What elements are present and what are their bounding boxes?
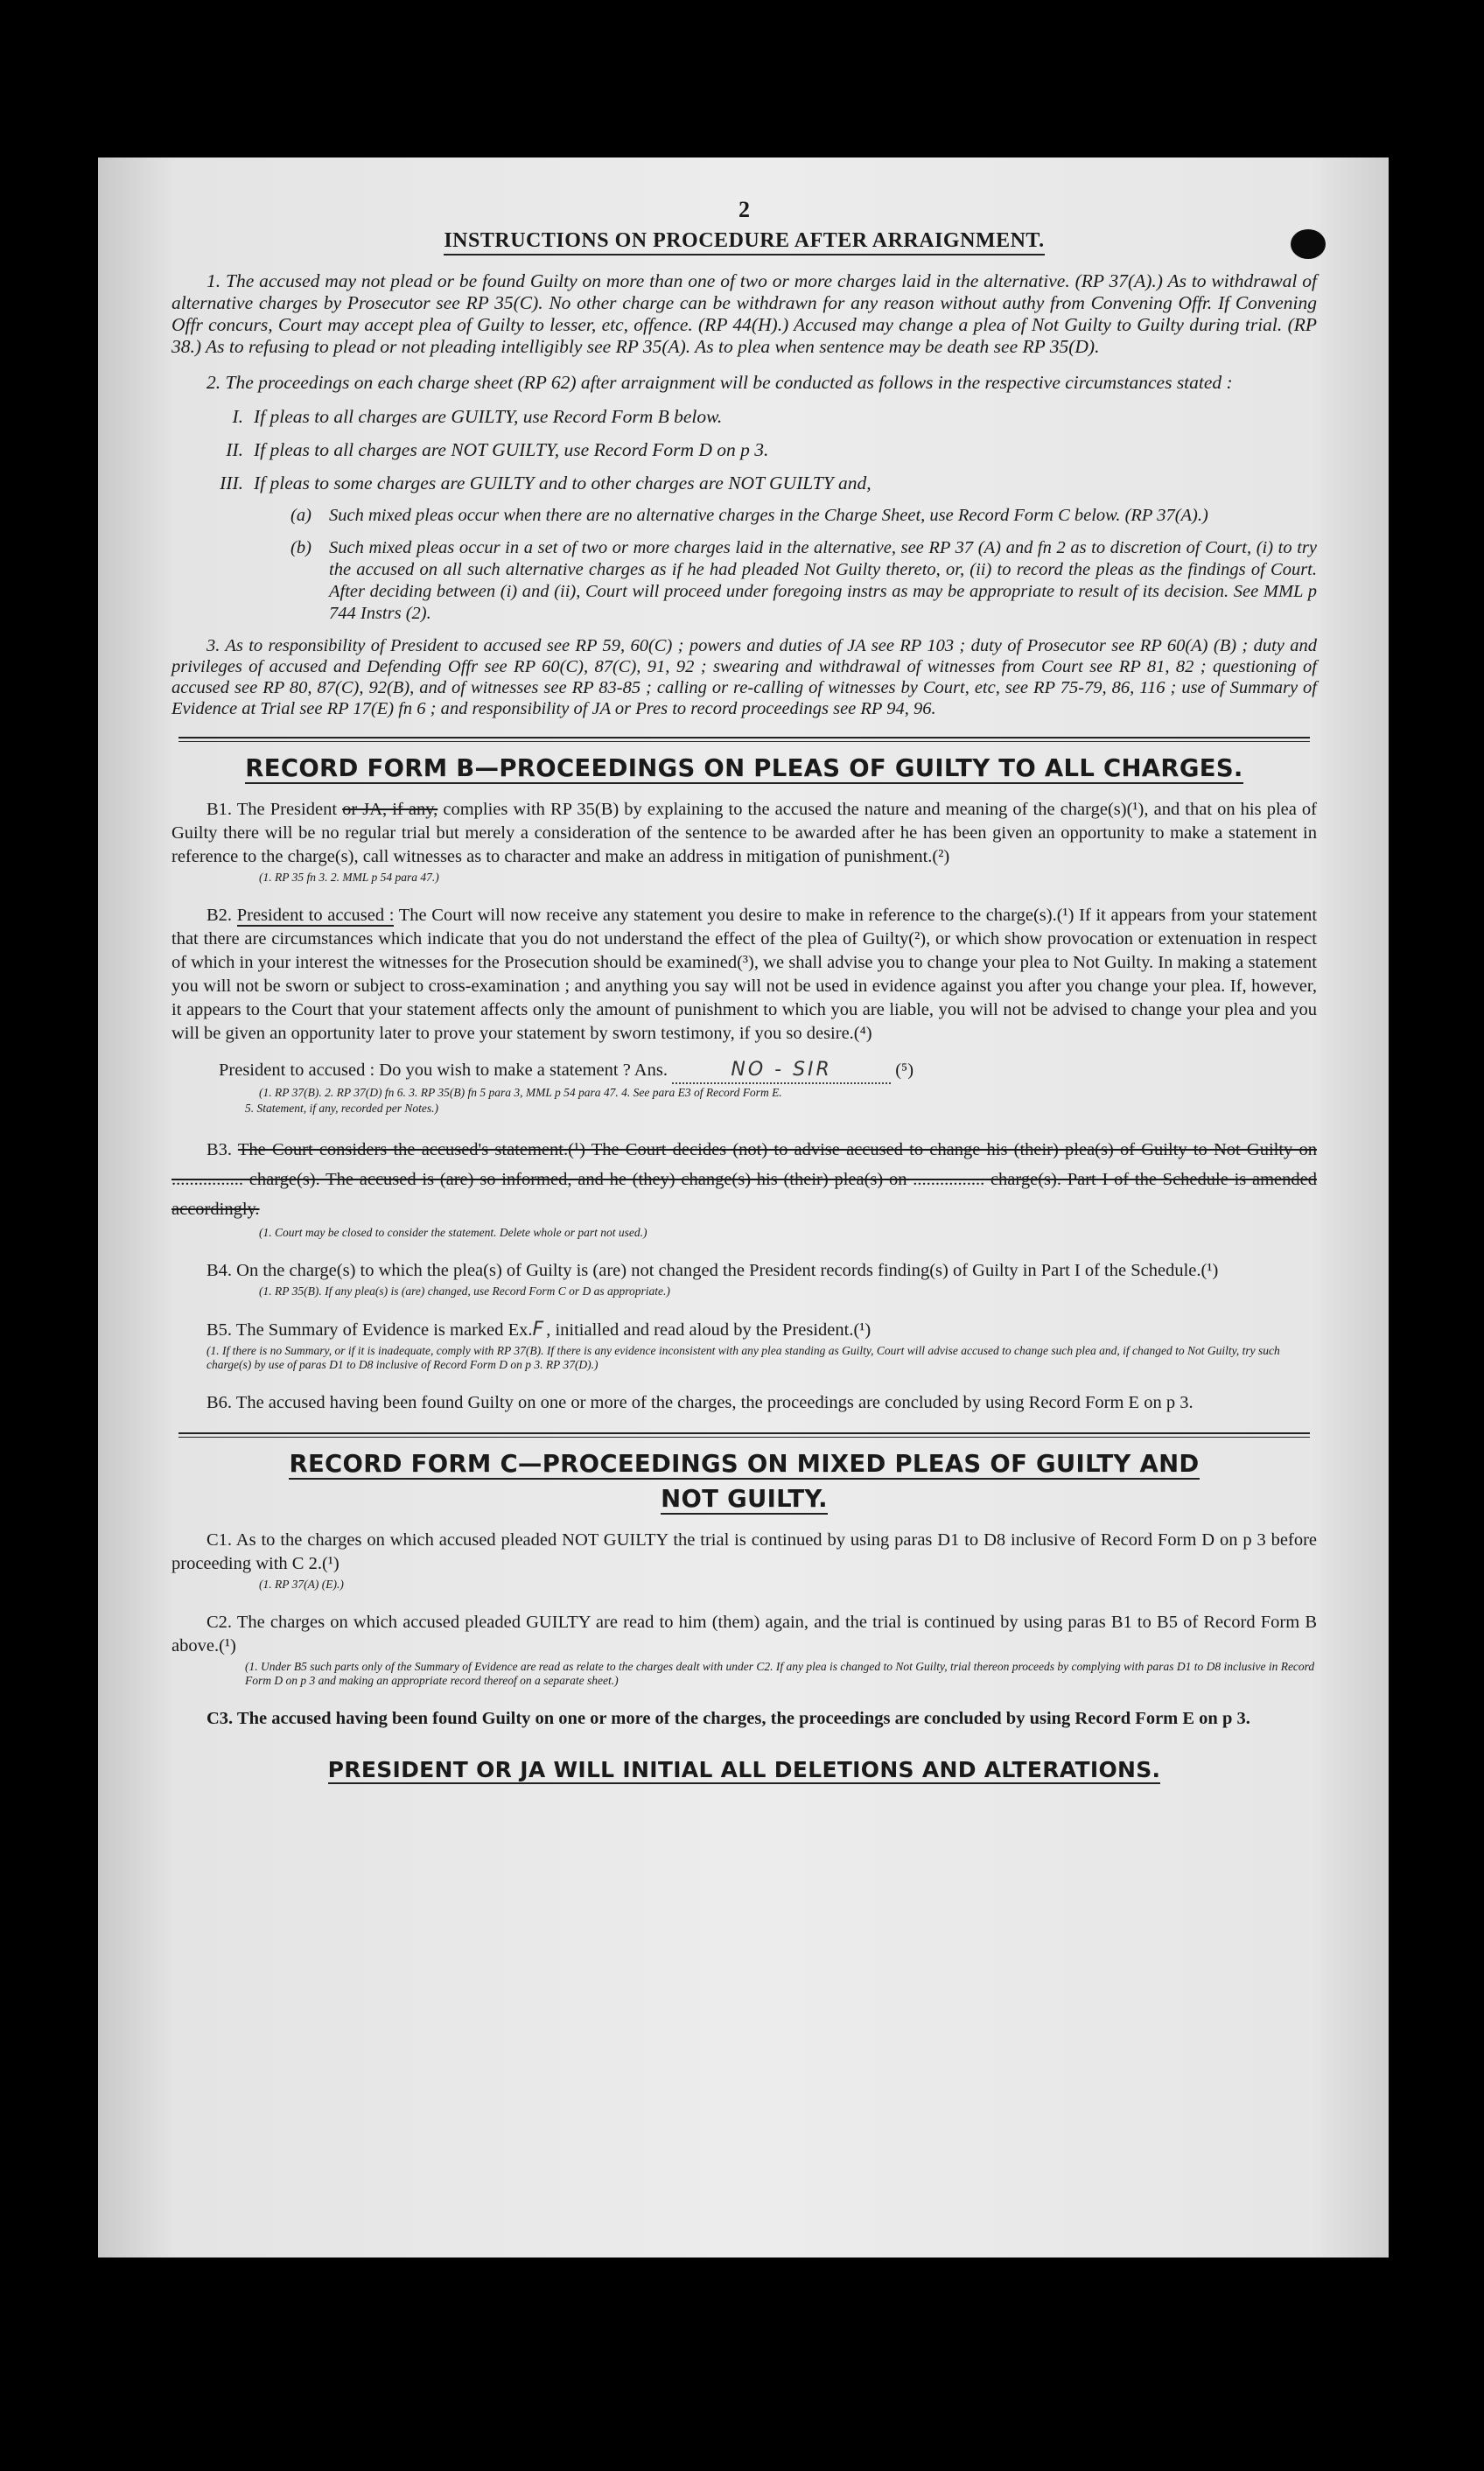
note-b2: (1. RP 37(B). 2. RP 37(D) fn 6. 3. RP 35(B) fn 5 para 3, MML p 54 para 47. 4. See para E3 of Record Form E.	[259, 1086, 782, 1099]
note-b2-cont: 5. Statement, if any, recorded per Notes.)	[245, 1102, 438, 1115]
note-c2: (1. Under B5 such parts only of the Summary of Evidence are read as relate to the charges dealt with under C2. If any plea is changed to Not Guilty, trial thereon proceeds by complying with paras D1 to D8 inclusive in Record Form D on p 3 and making an appropriate record thereof on a separate sheet.)	[245, 1660, 1315, 1687]
note-b5: (1. If there is no Summary, or if it is inadequate, comply with RP 37(B). If there is any evidence inconsistent with any plea standing as Guilty, Court will advise accused to change such plea and, if changed to Not Guilty, try such charge(s) by use of paras D1 to D8 inclusive of Record Form D on p 3. RP 37(D).)	[206, 1344, 1280, 1371]
document-page	[98, 158, 1389, 2258]
para-b5: B5. The Summary of Evidence is marked Ex.F, initialled and read aloud by the President.(¹)	[206, 1319, 872, 1340]
para-c2: C2. The charges on which accused pleaded GUILTY are read to him (them) again, and the trial is continued by using paras B1 to B5 of Record Form B above.(¹)	[172, 1613, 1317, 1656]
b2-question: President to accused : Do you wish to make a statement ? Ans. NO - SIR (⁵)	[219, 1058, 1317, 1084]
para-b4: B4. On the charge(s) to which the plea(s) of Guilty is (are) not changed the President records finding(s) of Guilty in Part I of the Schedule.(¹)	[206, 1261, 1219, 1280]
roman-list	[172, 405, 1317, 494]
roman-item: I. If pleas to all charges are GUILTY, use Record Form B below.	[232, 406, 723, 427]
sub-item-b: (b) Such mixed pleas occur in a set of two or more charges laid in the alternative, see RP 37 (A) and fn 2 as to discretion of Court, (i) to try the accused on all such alternative charges as if he had pleaded Not Guilty thereto, or, (ii) to record the pleas as the findings of Court. After deciding between (i) and (ii), Court will proceed under foregoing instrs as may be appropriate to result of its decision. See MML p 744 Instrs (2).	[290, 538, 1317, 623]
para-b2: B2. President to accused : The Court will now receive any statement you desire to make in reference to the charge(s).(¹) If it appears from your statement that there are circumstances which indicate that you do not understand the effect of the plea of Guilty(²), or which show provocation or extenuation in respect of which in your interest the witnesses for the Prosecution should be examined(³), we shall advise you to change your plea to Not Guilty. In making a statement you will not be sworn or subject to cross-examination ; and anything you say will not be used in evidence against you after you change your plea. If, however, it appears to the Court that your statement affects only the amount of punishment to which you are liable, you will not be advised to change your plea and you will be given an opportunity later to prove your statement by sworn testimony, if you so desire.(⁴)	[172, 906, 1318, 1043]
note-c1: (1. RP 37(A) (E).)	[259, 1578, 344, 1591]
note-b4: (1. RP 35(B). If any plea(s) is (are) changed, use Record Form C or D as appropriate.)	[259, 1284, 670, 1298]
page-number: 2	[738, 197, 750, 222]
form-c-title: RECORD FORM C—PROCEEDINGS ON MIXED PLEAS OF GUILTY AND NOT GUILTY.	[289, 1450, 1200, 1513]
instructions-para-1: 1. The accused may not plead or be found Guilty on more than one of two or more charges laid in the alternative. (RP 37(A).) As to withdrawal of alternative charges by Prosecutor see RP 35(C). No other charge can be withdrawn for any reason without authy from Convening Offr. If Convening Offr concurs, Court may accept plea of Guilty to lesser, etc, offence. (RP 44(H).) Accused may change a plea of Not Guilty to Guilty during trial. (RP 38.) As to refusing to plead or not pleading intelligibly see RP 35(A). As to plea when sentence may be death see RP 35(D).	[172, 270, 1317, 357]
roman-item: III. If pleas to some charges are GUILTY and to other charges are NOT GUILTY and,	[220, 472, 872, 494]
roman-item: II. If pleas to all charges are NOT GUILTY, use Record Form D on p 3.	[226, 439, 769, 460]
ink-blot	[1291, 229, 1326, 259]
footer-instruction: PRESIDENT OR JA WILL INITIAL ALL DELETIONS AND ALTERATIONS.	[327, 1757, 1161, 1782]
sub-item-a: (a) Such mixed pleas occur when there are no alternative charges in the Charge Sheet, use Record Form C below. (RP 37(A).)	[290, 506, 1208, 525]
section-divider	[178, 737, 1310, 742]
form-b-title: RECORD FORM B—PROCEEDINGS ON PLEAS OF GUILTY TO ALL CHARGES.	[245, 754, 1243, 782]
para-b1: B1. The President or JA, if any, complies with RP 35(B) by explaining to the accused the nature and meaning of the charge(s)(¹), and that on his plea of Guilty there will be no regular trial but merely a consideration of the sentence to be awarded after he has been given an opportunity to make a statement in reference to the charge(s), call witnesses as to character and make an address in mitigation of punishment.(²)	[172, 800, 1318, 866]
b2-answer-field: NO - SIR	[672, 1058, 891, 1084]
para-b6: B6. The accused having been found Guilty on one or more of the charges, the proceedings are concluded by using Record Form E on p 3.	[206, 1393, 1194, 1412]
section-divider	[178, 1432, 1310, 1438]
para-b3: B3. The Court considers the accused's statement.(¹) The Court decides (not) to advise accused to change his (their) plea(s) of Guilty to Not Guilty on ................ charge(s). The accused is (are) so informed, and he (they) change(s) his (their) plea(s) on ................ charge(s). Part I of the Schedule is amended accordingly.	[172, 1140, 1317, 1219]
instructions-title: INSTRUCTIONS ON PROCEDURE AFTER ARRAIGNMENT.	[172, 229, 1317, 253]
para-c3: C3. The accused having been found Guilty on one or more of the charges, the proceedings are concluded by using Record Form E on p 3.	[206, 1709, 1250, 1728]
note-b3: (1. Court may be closed to consider the statement. Delete whole or part not used.)	[259, 1226, 648, 1239]
exhibit-mark: F	[532, 1319, 547, 1340]
instructions-para-3: 3. As to responsibility of President to accused see RP 59, 60(C) ; powers and duties of JA see RP 103 ; duty of Prosecutor see RP 60(A) (B) ; duty and privileges of accused and Defending Offr see RP 60(C), 87(C), 91, 92 ; swearing and withdrawal of witnesses from Court see RP 81, 82 ; questioning of accused see RP 80, 87(C), 92(B), and of witnesses see RP 83-85 ; calling or re-calling of witnesses by Court, etc, see RP 75-79, 86, 116 ; use of Summary of Evidence at Trial see RP 17(E) fn 6 ; and responsibility of JA or Pres to record proceedings see RP 94, 96.	[172, 636, 1317, 718]
instructions-para-2: 2. The proceedings on each charge sheet (RP 62) after arraignment will be conducted as follows in the respective circumstances stated :	[206, 372, 1233, 393]
note-b1: (1. RP 35 fn 3. 2. MML p 54 para 47.)	[259, 871, 439, 884]
para-c1: C1. As to the charges on which accused pleaded NOT GUILTY the trial is continued by using paras D1 to D8 inclusive of Record Form D on p 3 before proceeding with C 2.(¹)	[172, 1530, 1317, 1573]
